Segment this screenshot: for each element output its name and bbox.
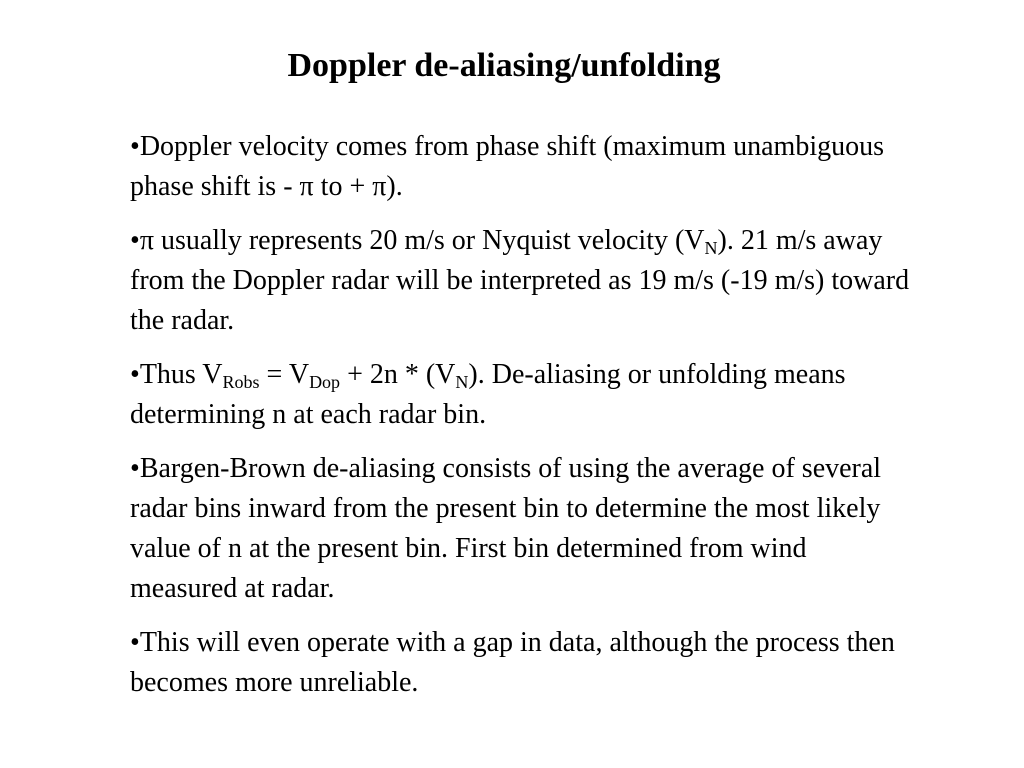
subscript: N bbox=[704, 238, 718, 258]
bullet-text-part: π usually represents 20 m/s or Nyquist velocity (V bbox=[139, 225, 705, 256]
bullet-marker: • bbox=[130, 225, 140, 256]
bullet-text: Doppler velocity comes from phase shift (maximum unambiguous phase shift is - π to + π). bbox=[130, 131, 884, 202]
bullet-marker: • bbox=[130, 627, 140, 658]
bullet-item-phase-shift bbox=[130, 127, 920, 207]
subscript: Robs bbox=[222, 372, 260, 392]
bullet-item-data-gap bbox=[130, 623, 920, 703]
bullet-text-part: = V bbox=[259, 359, 310, 390]
slide-title: Doppler de-aliasing/unfolding bbox=[287, 47, 721, 84]
bullet-text: This will even operate with a gap in data, although the process then becomes more unreliable. bbox=[130, 627, 895, 698]
bullet-item-nyquist bbox=[130, 221, 920, 341]
bullet-marker: • bbox=[130, 359, 140, 390]
bullet-list bbox=[130, 127, 920, 717]
bullet-text-part: ). 21 m/s away from the Doppler radar will be interpreted as 19 m/s (-19 m/s) toward the radar. bbox=[130, 225, 910, 336]
bullet-text-part: ). De-aliasing or unfolding means determining n at each radar bin. bbox=[130, 359, 846, 430]
bullet-item-bargen-brown bbox=[130, 449, 920, 609]
bullet-text: Bargen-Brown de-aliasing consists of using the average of several radar bins inward from the present bin to determine the most likely value of n at the present bin. First bin determined from wind measured at radar. bbox=[130, 453, 882, 604]
subscript: N bbox=[455, 372, 469, 392]
bullet-marker: • bbox=[130, 131, 140, 162]
bullet-text-part: Thus V bbox=[139, 359, 223, 390]
bullet-text-part: + 2n * (V bbox=[340, 359, 456, 390]
bullet-item-equation bbox=[130, 355, 920, 435]
bullet-marker: • bbox=[130, 453, 140, 484]
subscript: Dop bbox=[309, 372, 341, 392]
